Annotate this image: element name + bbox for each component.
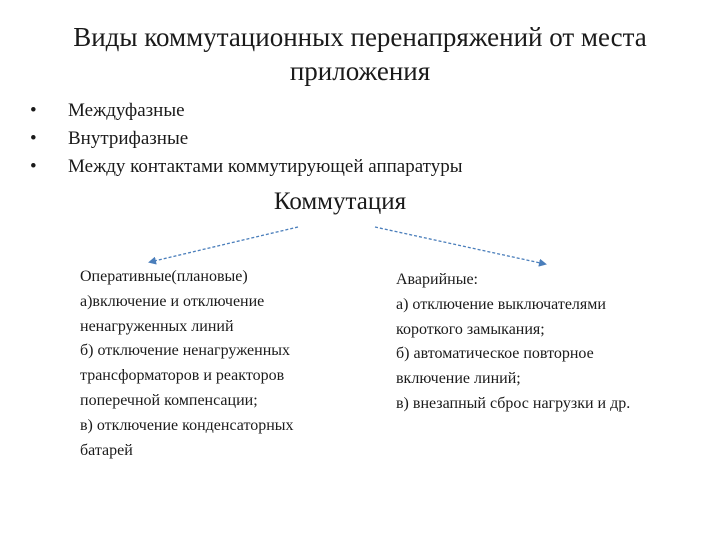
list-item: ненагруженных линий [80, 317, 234, 335]
bullet-item [30, 125, 462, 153]
list-item: а) отключение выключателями [396, 295, 606, 313]
emergency-switching-list [396, 268, 630, 417]
list-item: трансформаторов и реакторов [80, 367, 285, 385]
bullet-marker: • [30, 156, 37, 177]
list-item: в) отключение конденсаторных [80, 416, 294, 434]
list-item: включение линий; [396, 370, 521, 388]
list-item: поперечной компенсации; [80, 391, 258, 409]
arrow-right [375, 227, 545, 264]
bullet-list [30, 97, 462, 181]
slide-title: Виды коммутационных перенапряжений от места приложения [73, 22, 647, 86]
planned-switching-list [80, 265, 294, 463]
bullet-marker: • [30, 100, 37, 121]
list-item: короткого замыкания; [396, 320, 545, 338]
list-item: в) внезапный сброс нагрузки и др. [396, 394, 631, 412]
list-item: б) автоматическое повторное [396, 345, 594, 363]
list-item: Аварийные: [396, 271, 478, 288]
bullet-marker: • [30, 128, 37, 149]
subheading: Коммутация [273, 188, 407, 215]
bullet-item [30, 153, 462, 181]
bullet-text: Между контактами коммутирующей аппаратуры [68, 156, 463, 177]
list-item: Оперативные(плановые) [80, 268, 248, 285]
bullet-text: Междуфазные [68, 100, 185, 121]
bullet-text: Внутрифазные [68, 128, 189, 149]
bullet-item [30, 97, 462, 125]
list-item: а)включение и отключение [80, 292, 265, 310]
list-item: б) отключение ненагруженных [80, 342, 291, 360]
arrow-left [150, 227, 298, 262]
list-item: батарей [80, 441, 133, 459]
